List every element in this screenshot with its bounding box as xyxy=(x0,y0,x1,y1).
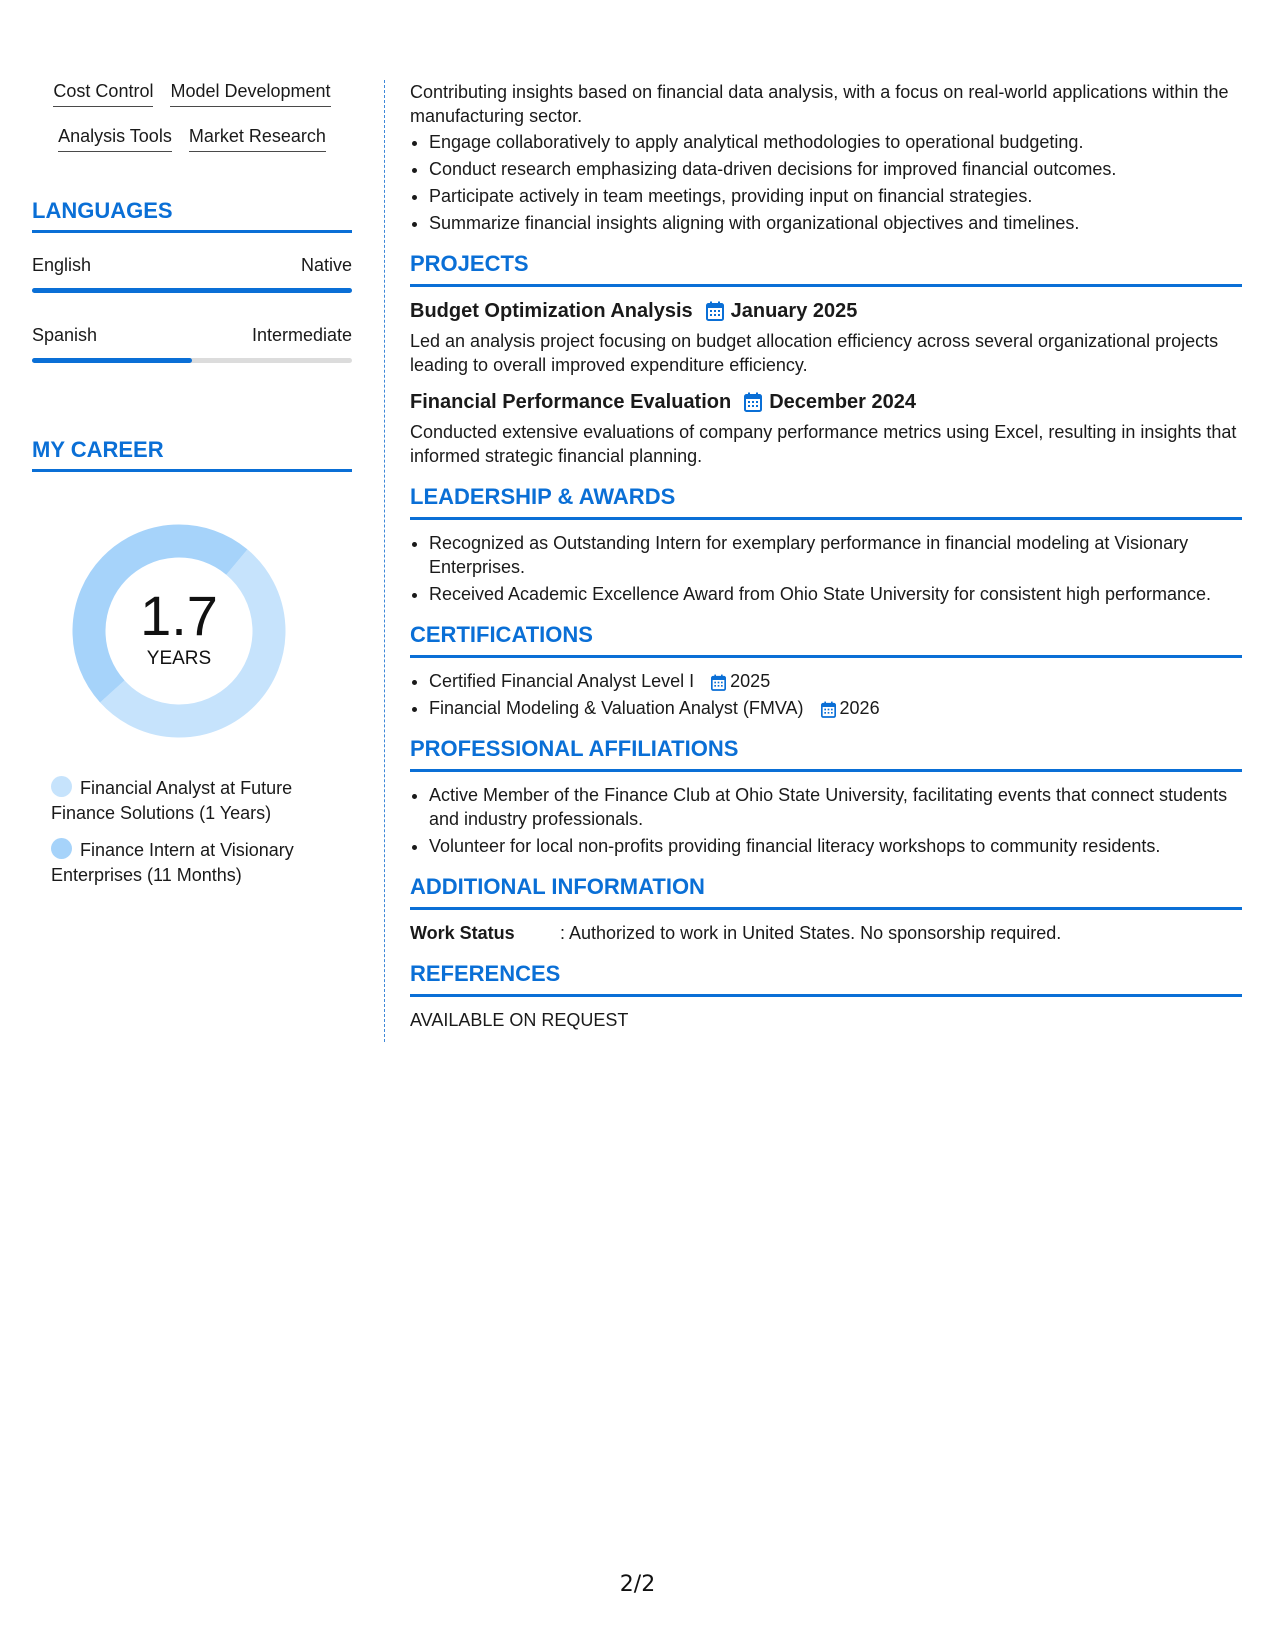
left-column xyxy=(32,80,352,888)
career-legend xyxy=(32,776,352,888)
project-description: Conducted extensive evaluations of company performance metrics using Excel, resulting in insights that informed strategic financial planning. xyxy=(410,422,1237,466)
calendar-icon xyxy=(711,674,726,691)
references-title: REFERENCES xyxy=(410,960,1242,997)
language-level: Native xyxy=(300,255,352,275)
work-status-label: Work Status xyxy=(410,923,515,943)
experience-bullets xyxy=(410,130,1242,235)
language-item xyxy=(32,325,352,363)
certification-name: Certified Financial Analyst Level I xyxy=(429,671,695,691)
leadership-list xyxy=(410,531,1242,606)
calendar-icon xyxy=(821,701,836,718)
career-donut-chart xyxy=(64,516,294,746)
affiliations-title: PROFESSIONAL AFFILIATIONS xyxy=(410,735,1242,772)
project-name: Financial Performance Evaluation xyxy=(410,391,732,413)
career-legend-item xyxy=(51,776,331,826)
skill-tag: Analysis Tools xyxy=(58,125,172,152)
certification-name: Financial Modeling & Valuation Analyst (FMVA) xyxy=(429,698,804,718)
affiliation-item: • Active Member of the Finance Club at Ohio State University, facilitating events that connect students and industry professionals. xyxy=(429,783,1242,831)
language-proficiency-bar xyxy=(32,358,352,363)
languages-title: LANGUAGES xyxy=(32,198,352,233)
legend-dot xyxy=(51,838,72,859)
language-level: Intermediate xyxy=(251,325,352,345)
language-item xyxy=(32,255,352,293)
career-unit: YEARS xyxy=(146,648,212,669)
projects-title: PROJECTS xyxy=(410,250,1242,287)
certification-item xyxy=(429,669,1242,693)
donut-center xyxy=(64,516,294,746)
project-heading xyxy=(410,389,1242,415)
work-status-value: : Authorized to work in United States. No sponsorship required. xyxy=(560,923,1062,943)
career-legend-item xyxy=(51,838,331,888)
legend-dot xyxy=(51,776,72,797)
certification-year: 2026 xyxy=(839,698,880,718)
experience-bullet: • Participate actively in team meetings, providing input on financial strategies. xyxy=(429,184,1242,208)
affiliation-item: • Volunteer for local non-profits providing financial literacy workshops to community residents. xyxy=(429,834,1242,858)
leadership-item: • Recognized as Outstanding Intern for exemplary performance in financial modeling at Visionary Enterprises. xyxy=(429,531,1242,579)
certification-item xyxy=(429,696,1242,720)
additional-info-title: ADDITIONAL INFORMATION xyxy=(410,873,1242,910)
project-description: Led an analysis project focusing on budget allocation efficiency across several organizational projects leading to overall improved expenditure efficiency. xyxy=(410,331,1219,375)
project-date: December 2024 xyxy=(769,391,916,413)
proficiency-fill xyxy=(32,288,352,293)
career-title: MY CAREER xyxy=(32,437,352,472)
experience-bullet: • Engage collaboratively to apply analytical methodologies to operational budgeting. xyxy=(429,130,1242,154)
project-heading xyxy=(410,298,1242,324)
career-label: Financial Analyst at Future Finance Solutions (1 Years) xyxy=(51,778,293,823)
column-divider xyxy=(384,80,385,1042)
project-name: Budget Optimization Analysis xyxy=(410,300,693,322)
references-text: AVAILABLE ON REQUEST xyxy=(410,1010,629,1030)
career-label: Finance Intern at Visionary Enterprises (11 Months) xyxy=(51,840,294,885)
calendar-icon xyxy=(706,301,724,321)
calendar-icon xyxy=(744,392,762,412)
page-number: 2/2 xyxy=(619,1572,656,1597)
language-proficiency-bar xyxy=(32,288,352,293)
certification-year: 2025 xyxy=(730,671,771,691)
skill-tag: Cost Control xyxy=(53,80,153,107)
certifications-title: CERTIFICATIONS xyxy=(410,621,1242,658)
experience-intro: Contributing insights based on financial data analysis, with a focus on real-world applications within the manufacturing sector. xyxy=(410,82,1229,126)
certifications-list xyxy=(410,669,1242,720)
right-column xyxy=(410,80,1242,1032)
leadership-item: • Received Academic Excellence Award from Ohio State University for consistent high performance. xyxy=(429,582,1242,606)
skill-tag: Model Development xyxy=(170,80,330,107)
career-total: 1.7 xyxy=(140,584,218,647)
project-date: January 2025 xyxy=(730,300,858,322)
skill-tag: Market Research xyxy=(189,125,326,152)
language-name: English xyxy=(32,255,92,275)
work-status-row xyxy=(410,921,1242,945)
proficiency-fill xyxy=(32,358,192,363)
experience-bullet: • Conduct research emphasizing data-driven decisions for improved financial outcomes. xyxy=(429,157,1242,181)
experience-bullet: • Summarize financial insights aligning with organizational objectives and timelines. xyxy=(429,211,1242,235)
affiliations-list xyxy=(410,783,1242,858)
language-name: Spanish xyxy=(32,325,98,345)
skills-list xyxy=(32,80,352,152)
leadership-title: LEADERSHIP & AWARDS xyxy=(410,483,1242,520)
